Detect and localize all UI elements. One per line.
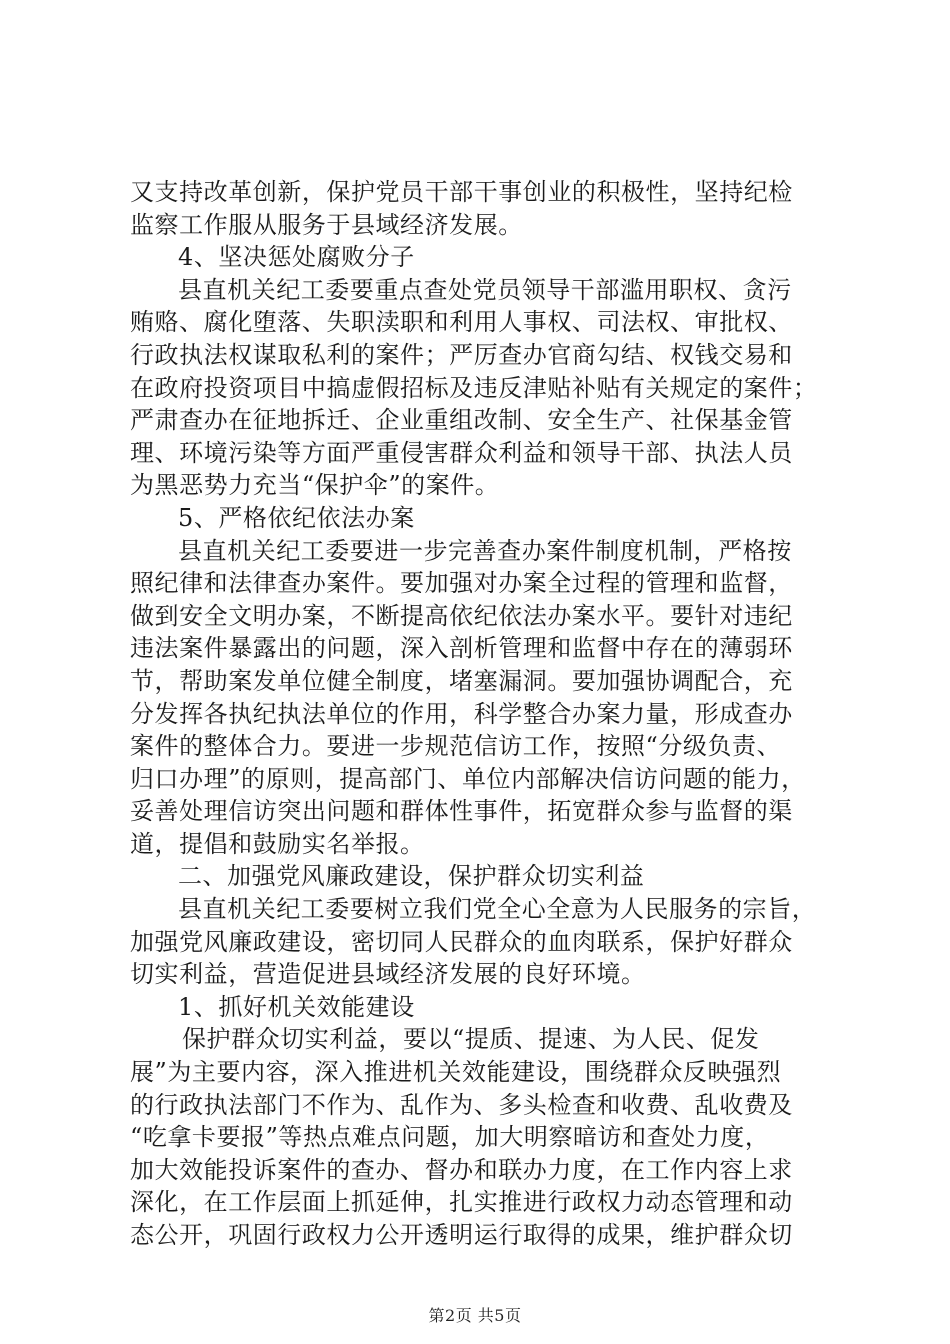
paragraph-start: 县直机关纪工委要重点查处党员领导干部滥用职权、贪污 bbox=[178, 275, 792, 304]
text-line: 态公开，巩固行政权力公开透明运行取得的成果，维护群众切 bbox=[130, 1221, 793, 1249]
text-line: 道，提倡和鼓励实名举报。 bbox=[130, 829, 425, 858]
section-heading: 5、严格依纪依法办案 bbox=[178, 503, 415, 532]
text-line: 深化，在工作层面上抓延伸，扎实推进行政权力动态管理和动 bbox=[130, 1188, 793, 1217]
section-heading: 二、加强党风廉政建设，保护群众切实利益 bbox=[178, 862, 645, 891]
text-line: 理、环境污染等方面严重侵害群众利益和领导干部、执法人员 bbox=[130, 438, 793, 467]
document-body bbox=[130, 176, 830, 1252]
paragraph-start: 县直机关纪工委要树立我们党全心全意为人民服务的宗旨， bbox=[178, 895, 817, 924]
text-line: 在政府投资项目中搞虚假招标及违反津贴补贴有关规定的案件； bbox=[130, 373, 818, 402]
section-heading: 4、坚决惩处腐败分子 bbox=[178, 243, 415, 272]
text-line: 切实利益，营造促进县域经济发展的良好环境。 bbox=[130, 960, 646, 989]
text-line: 做到安全文明办案，不断提高依纪依法办案水平。要针对违纪 bbox=[130, 601, 793, 630]
text-line: 照纪律和法律查办案件。要加强对办案全过程的管理和监督， bbox=[130, 569, 793, 598]
text-line: 妥善处理信访突出问题和群体性事件，拓宽群众参与监督的渠 bbox=[130, 797, 793, 826]
text-line: 加强党风廉政建设，密切同人民群众的血肉联系，保护好群众 bbox=[130, 927, 793, 956]
paragraph-start: 保护群众切实利益，要以“提质、提速、为人民、促发 bbox=[182, 1025, 760, 1054]
text-line: 贿赂、腐化堕落、失职渎职和利用人事权、司法权、审批权、 bbox=[130, 308, 793, 337]
text-line: 展”为主要内容，深入推进机关效能建设，围绕群众反映强烈 bbox=[130, 1058, 782, 1087]
paragraph-start: 县直机关纪工委要进一步完善查办案件制度机制，严格按 bbox=[178, 536, 792, 565]
text-line: 节，帮助案发单位健全制度，堵塞漏洞。要加强协调配合，充 bbox=[130, 666, 793, 695]
text-line: 为黑恶势力充当“保护伞”的案件。 bbox=[130, 471, 500, 500]
text-line: 行政执法权谋取私利的案件；严厉查办官商勾结、权钱交易和 bbox=[130, 340, 793, 369]
text-line: 加大效能投诉案件的查办、督办和联办力度，在工作内容上求 bbox=[130, 1155, 793, 1184]
text-line: 严肃查办在征地拆迁、企业重组改制、安全生产、社保基金管 bbox=[130, 406, 793, 435]
text-line: 违法案件暴露出的问题，深入剖析管理和监督中存在的薄弱环 bbox=[130, 634, 793, 663]
text-line: 分发挥各执纪执法单位的作用，科学整合办案力量，形成查办 bbox=[130, 699, 793, 728]
text-line: 监察工作服从服务于县域经济发展。 bbox=[130, 210, 523, 239]
text-line: 的行政执法部门不作为、乱作为、多头检查和收费、乱收费及 bbox=[130, 1090, 793, 1119]
page-number: 第2页 共5页 bbox=[428, 1306, 522, 1325]
text-line: 又支持改革创新，保护党员干部干事创业的积极性，坚持纪检 bbox=[130, 178, 793, 206]
text-line: “吃拿卡要报”等热点难点问题，加大明察暗访和查处力度， bbox=[130, 1123, 770, 1152]
section-heading: 1、抓好机关效能建设 bbox=[178, 992, 415, 1021]
text-line: 案件的整体合力。要进一步规范信访工作，按照“分级负责、 bbox=[130, 732, 782, 761]
text-line: 归口办理”的原则，提高部门、单位内部解决信访问题的能力， bbox=[130, 764, 806, 793]
